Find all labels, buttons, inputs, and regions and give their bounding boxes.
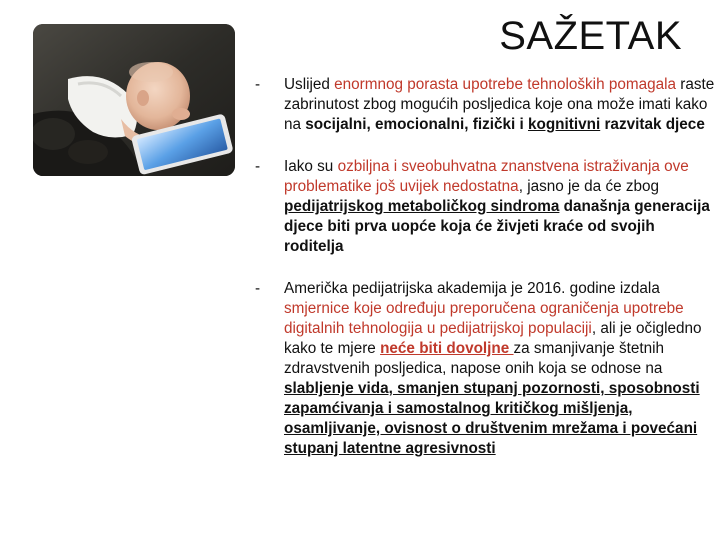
bullet-text (284, 76, 714, 133)
text-run: raste zabrinutost zbog mogućih posljedica koje ona može imati kako na (284, 76, 715, 133)
bold-underlined-red-text: neće biti dovoljne (380, 340, 514, 357)
highlight-red: ozbiljna i sveobuhvatna znanstvena istraživanja ove problematike još uvijek nedostatna (284, 158, 689, 195)
baby-with-tablet-photo (33, 24, 235, 176)
bold-text: socijalni, emocionalni, fizički i (305, 116, 528, 133)
bullet-dash: - (255, 280, 261, 297)
photo-illustration (33, 24, 235, 176)
bullet-item (255, 279, 717, 459)
bullet-text (284, 158, 710, 255)
text-run: za smanjivanje štetnih zdravstvenih posljedica, napose onih koja se odnose na (284, 340, 665, 377)
text-run: , ali je očigledno kako te mjere (284, 320, 702, 357)
bullet-text (284, 280, 702, 457)
bullet-dash: - (255, 76, 261, 93)
text-run: Iako su (284, 158, 338, 175)
bold-underlined-text: kognitivni (527, 116, 601, 133)
highlight-red: smjernice koje određuju preporučena ograničenja upotrebe digitalnih tehnologija u pedijatrijskoj populaciji (284, 300, 684, 337)
bullet-list (255, 75, 717, 459)
text-run: Uslijed (284, 76, 335, 93)
bullet-item (255, 75, 717, 135)
bold-text: razvitak djece (600, 116, 705, 133)
text-run: , jasno je da će zbog (518, 178, 660, 195)
bold-underlined-text: slabljenje vida, smanjen stupanj pozornosti, sposobnosti zapamćivanja i samostalnog kritičkog mišljenja, osamljivanje, ovisnost o društvenim mrežama i povećani stupanj latentne agresivnosti (284, 380, 700, 457)
highlight-red: enormnog porasta upotrebe tehnoloških pomagala (334, 76, 677, 93)
bold-text: današnja generacija djece biti prva uopće koja će živjeti kraće od svojih roditelja (284, 198, 710, 255)
bold-underlined-text: pedijatrijskog metaboličkog sindroma (284, 198, 560, 215)
bullet-item (255, 157, 717, 257)
text-run: Američka pedijatrijska akademija je 2016. godine izdala (284, 280, 660, 297)
slide-title: SAŽETAK (499, 14, 682, 58)
bullet-dash: - (255, 158, 261, 175)
